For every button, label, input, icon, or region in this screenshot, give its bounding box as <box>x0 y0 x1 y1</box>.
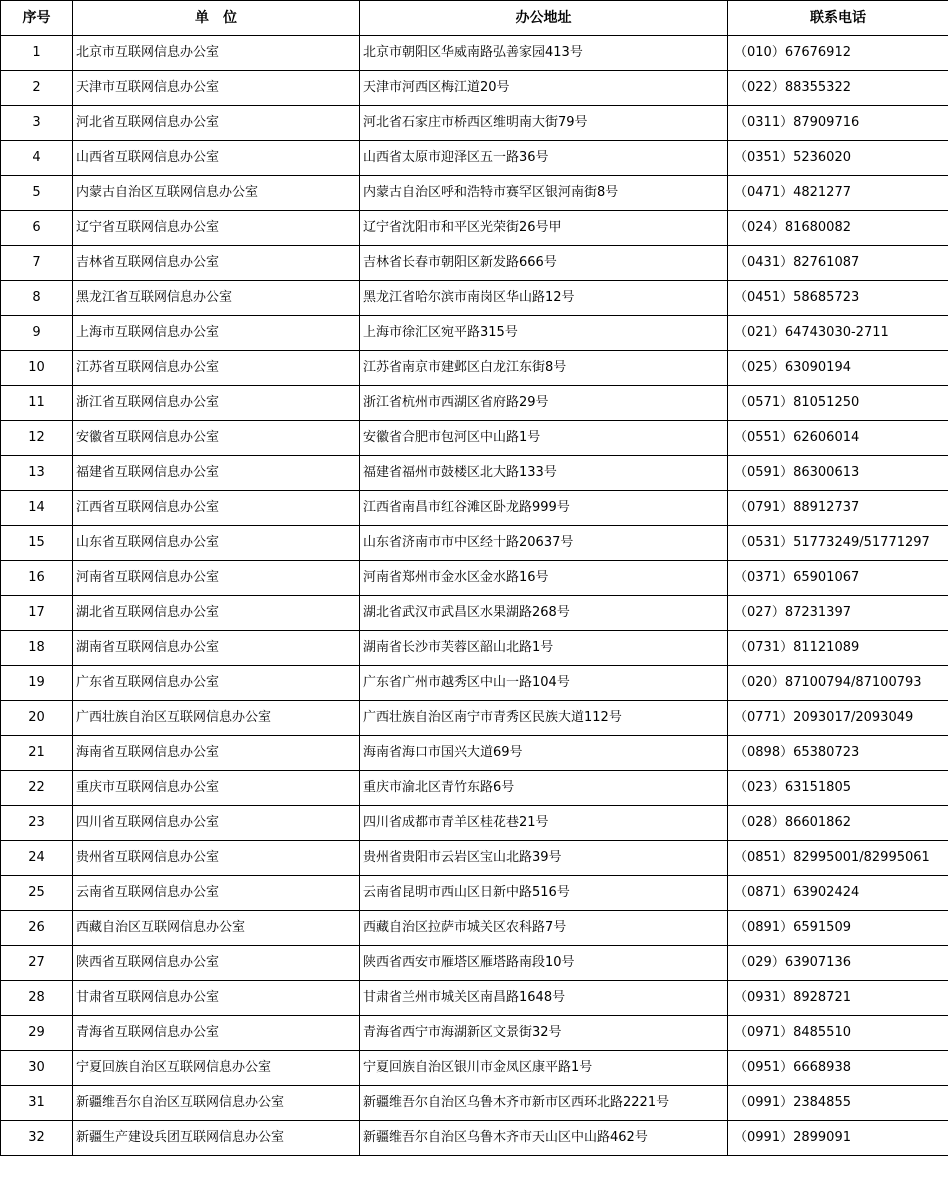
office-address: 北京市朝阳区华威南路弘善家园413号 <box>360 36 728 71</box>
phone-number: （022）88355322 <box>728 71 948 106</box>
office-address: 重庆市渝北区青竹东路6号 <box>360 771 728 806</box>
phone-number: （021）64743030-2711 <box>728 316 948 351</box>
office-address: 江苏省南京市建邺区白龙江东街8号 <box>360 351 728 386</box>
office-address: 广东省广州市越秀区中山一路104号 <box>360 666 728 701</box>
row-number: 3 <box>1 106 73 141</box>
phone-number: （0971）8485510 <box>728 1016 948 1051</box>
phone-number: （0571）81051250 <box>728 386 948 421</box>
row-number: 17 <box>1 596 73 631</box>
phone-number: （027）87231397 <box>728 596 948 631</box>
unit-name: 西藏自治区互联网信息办公室 <box>73 911 360 946</box>
table-row <box>1 351 948 386</box>
phone-number: （0431）82761087 <box>728 246 948 281</box>
row-number: 8 <box>1 281 73 316</box>
office-address: 新疆维吾尔自治区乌鲁木齐市新市区西环北路2221号 <box>360 1086 728 1121</box>
row-number: 6 <box>1 211 73 246</box>
table-row <box>1 386 948 421</box>
row-number: 19 <box>1 666 73 701</box>
unit-name: 河南省互联网信息办公室 <box>73 561 360 596</box>
unit-name: 山东省互联网信息办公室 <box>73 526 360 561</box>
table-row <box>1 1121 948 1156</box>
unit-name: 湖南省互联网信息办公室 <box>73 631 360 666</box>
office-address: 贵州省贵阳市云岩区宝山北路39号 <box>360 841 728 876</box>
table-row <box>1 106 948 141</box>
office-address: 浙江省杭州市西湖区省府路29号 <box>360 386 728 421</box>
office-address: 海南省海口市国兴大道69号 <box>360 736 728 771</box>
header-phone: 联系电话 <box>728 1 948 36</box>
row-number: 27 <box>1 946 73 981</box>
row-number: 32 <box>1 1121 73 1156</box>
office-address: 新疆维吾尔自治区乌鲁木齐市天山区中山路462号 <box>360 1121 728 1156</box>
row-number: 29 <box>1 1016 73 1051</box>
phone-number: （0898）65380723 <box>728 736 948 771</box>
office-address: 西藏自治区拉萨市城关区农科路7号 <box>360 911 728 946</box>
unit-name: 四川省互联网信息办公室 <box>73 806 360 841</box>
table-row <box>1 666 948 701</box>
row-number: 21 <box>1 736 73 771</box>
table-row <box>1 946 948 981</box>
row-number: 9 <box>1 316 73 351</box>
table-row <box>1 701 948 736</box>
office-address: 安徽省合肥市包河区中山路1号 <box>360 421 728 456</box>
table-row <box>1 491 948 526</box>
unit-name: 山西省互联网信息办公室 <box>73 141 360 176</box>
table-row <box>1 561 948 596</box>
row-number: 30 <box>1 1051 73 1086</box>
phone-number: （0871）63902424 <box>728 876 948 911</box>
table-row <box>1 246 948 281</box>
row-number: 15 <box>1 526 73 561</box>
unit-name: 天津市互联网信息办公室 <box>73 71 360 106</box>
office-address: 吉林省长春市朝阳区新发路666号 <box>360 246 728 281</box>
unit-name: 浙江省互联网信息办公室 <box>73 386 360 421</box>
row-number: 2 <box>1 71 73 106</box>
phone-number: （0951）6668938 <box>728 1051 948 1086</box>
unit-name: 吉林省互联网信息办公室 <box>73 246 360 281</box>
phone-number: （0731）81121089 <box>728 631 948 666</box>
row-number: 18 <box>1 631 73 666</box>
header-row <box>1 1 948 36</box>
phone-number: （0531）51773249/51771297 <box>728 526 948 561</box>
office-address: 青海省西宁市海湖新区文景街32号 <box>360 1016 728 1051</box>
table-row <box>1 141 948 176</box>
phone-number: （024）81680082 <box>728 211 948 246</box>
table-row <box>1 806 948 841</box>
office-address: 广西壮族自治区南宁市青秀区民族大道112号 <box>360 701 728 736</box>
office-address: 江西省南昌市红谷滩区卧龙路999号 <box>360 491 728 526</box>
unit-name: 福建省互联网信息办公室 <box>73 456 360 491</box>
row-number: 10 <box>1 351 73 386</box>
unit-name: 青海省互联网信息办公室 <box>73 1016 360 1051</box>
table-row <box>1 1051 948 1086</box>
phone-number: （023）63151805 <box>728 771 948 806</box>
header-unit: 单 位 <box>73 1 360 36</box>
phone-number: （0351）5236020 <box>728 141 948 176</box>
table-row <box>1 631 948 666</box>
row-number: 22 <box>1 771 73 806</box>
row-number: 1 <box>1 36 73 71</box>
office-address: 黑龙江省哈尔滨市南岗区华山路12号 <box>360 281 728 316</box>
unit-name: 北京市互联网信息办公室 <box>73 36 360 71</box>
office-address: 天津市河西区梅江道20号 <box>360 71 728 106</box>
unit-name: 黑龙江省互联网信息办公室 <box>73 281 360 316</box>
phone-number: （020）87100794/87100793 <box>728 666 948 701</box>
phone-number: （0551）62606014 <box>728 421 948 456</box>
table-row <box>1 771 948 806</box>
unit-name: 重庆市互联网信息办公室 <box>73 771 360 806</box>
header-address: 办公地址 <box>360 1 728 36</box>
phone-number: （028）86601862 <box>728 806 948 841</box>
unit-name: 新疆生产建设兵团互联网信息办公室 <box>73 1121 360 1156</box>
table-row <box>1 1016 948 1051</box>
office-address: 湖北省武汉市武昌区水果湖路268号 <box>360 596 728 631</box>
row-number: 24 <box>1 841 73 876</box>
table-row <box>1 526 948 561</box>
phone-number: （0931）8928721 <box>728 981 948 1016</box>
row-number: 12 <box>1 421 73 456</box>
unit-name: 广东省互联网信息办公室 <box>73 666 360 701</box>
row-number: 25 <box>1 876 73 911</box>
office-address: 上海市徐汇区宛平路315号 <box>360 316 728 351</box>
table-row <box>1 316 948 351</box>
row-number: 4 <box>1 141 73 176</box>
office-address: 甘肃省兰州市城关区南昌路1648号 <box>360 981 728 1016</box>
phone-number: （0311）87909716 <box>728 106 948 141</box>
table-row <box>1 596 948 631</box>
office-address: 陕西省西安市雁塔区雁塔路南段10号 <box>360 946 728 981</box>
office-address: 山东省济南市市中区经十路20637号 <box>360 526 728 561</box>
table-row <box>1 1086 948 1121</box>
row-number: 31 <box>1 1086 73 1121</box>
phone-number: （0991）2384855 <box>728 1086 948 1121</box>
office-address: 河南省郑州市金水区金水路16号 <box>360 561 728 596</box>
unit-name: 陕西省互联网信息办公室 <box>73 946 360 981</box>
office-address: 辽宁省沈阳市和平区光荣街26号甲 <box>360 211 728 246</box>
header-no: 序号 <box>1 1 73 36</box>
unit-name: 贵州省互联网信息办公室 <box>73 841 360 876</box>
table-row <box>1 281 948 316</box>
unit-name: 上海市互联网信息办公室 <box>73 316 360 351</box>
unit-name: 新疆维吾尔自治区互联网信息办公室 <box>73 1086 360 1121</box>
unit-name: 湖北省互联网信息办公室 <box>73 596 360 631</box>
row-number: 11 <box>1 386 73 421</box>
table-row <box>1 456 948 491</box>
office-address: 山西省太原市迎泽区五一路36号 <box>360 141 728 176</box>
table-row <box>1 841 948 876</box>
phone-number: （0591）86300613 <box>728 456 948 491</box>
unit-name: 内蒙古自治区互联网信息办公室 <box>73 176 360 211</box>
unit-name: 云南省互联网信息办公室 <box>73 876 360 911</box>
table-row <box>1 71 948 106</box>
table-row <box>1 981 948 1016</box>
table-row <box>1 176 948 211</box>
row-number: 26 <box>1 911 73 946</box>
office-address: 湖南省长沙市芙蓉区韶山北路1号 <box>360 631 728 666</box>
office-address: 宁夏回族自治区银川市金凤区康平路1号 <box>360 1051 728 1086</box>
office-address: 云南省昆明市西山区日新中路516号 <box>360 876 728 911</box>
unit-name: 江苏省互联网信息办公室 <box>73 351 360 386</box>
office-address: 内蒙古自治区呼和浩特市赛罕区银河南街8号 <box>360 176 728 211</box>
table-row <box>1 736 948 771</box>
phone-number: （0471）4821277 <box>728 176 948 211</box>
table-body <box>1 36 948 1156</box>
table-row <box>1 911 948 946</box>
row-number: 5 <box>1 176 73 211</box>
row-number: 16 <box>1 561 73 596</box>
phone-number: （0991）2899091 <box>728 1121 948 1156</box>
row-number: 14 <box>1 491 73 526</box>
unit-name: 江西省互联网信息办公室 <box>73 491 360 526</box>
office-address: 河北省石家庄市桥西区维明南大街79号 <box>360 106 728 141</box>
unit-name: 宁夏回族自治区互联网信息办公室 <box>73 1051 360 1086</box>
table-row <box>1 421 948 456</box>
row-number: 28 <box>1 981 73 1016</box>
table-row <box>1 36 948 71</box>
unit-name: 海南省互联网信息办公室 <box>73 736 360 771</box>
phone-number: （029）63907136 <box>728 946 948 981</box>
phone-number: （0791）88912737 <box>728 491 948 526</box>
table-row <box>1 211 948 246</box>
unit-name: 辽宁省互联网信息办公室 <box>73 211 360 246</box>
phone-number: （025）63090194 <box>728 351 948 386</box>
row-number: 13 <box>1 456 73 491</box>
unit-name: 广西壮族自治区互联网信息办公室 <box>73 701 360 736</box>
row-number: 7 <box>1 246 73 281</box>
row-number: 20 <box>1 701 73 736</box>
unit-name: 河北省互联网信息办公室 <box>73 106 360 141</box>
office-address: 福建省福州市鼓楼区北大路133号 <box>360 456 728 491</box>
table-row <box>1 876 948 911</box>
table-header <box>1 1 948 36</box>
phone-number: （0851）82995001/82995061 <box>728 841 948 876</box>
unit-name: 甘肃省互联网信息办公室 <box>73 981 360 1016</box>
phone-number: （0371）65901067 <box>728 561 948 596</box>
phone-number: （0891）6591509 <box>728 911 948 946</box>
row-number: 23 <box>1 806 73 841</box>
phone-number: （0771）2093017/2093049 <box>728 701 948 736</box>
office-address: 四川省成都市青羊区桂花巷21号 <box>360 806 728 841</box>
phone-number: （0451）58685723 <box>728 281 948 316</box>
phone-number: （010）67676912 <box>728 36 948 71</box>
unit-name: 安徽省互联网信息办公室 <box>73 421 360 456</box>
